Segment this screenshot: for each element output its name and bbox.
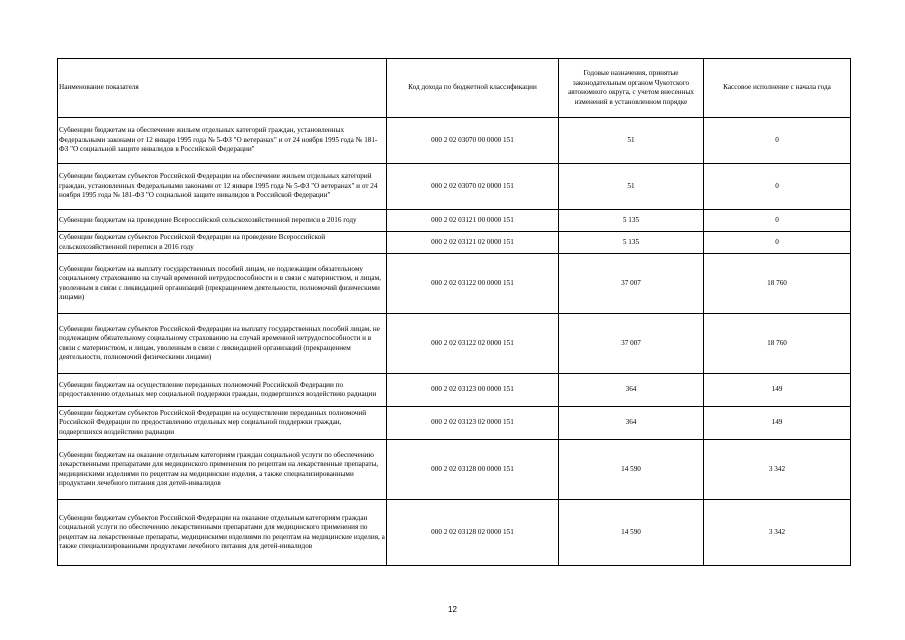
row-indicator-name: Субвенции бюджетам на проведение Всероссийской сельскохозяйственной переписи в 2016 году xyxy=(58,210,387,232)
row-annual-plan: 5 135 xyxy=(559,232,704,254)
row-indicator-name: Субвенции бюджетам субъектов Российской Федерации на обеспечение жильем отдельных категорий граждан, установленных Федеральными законами от 12 января 1995 года № 5-ФЗ "О ветеранах" и от 24 ноября 1995 года № 181-ФЗ "О социальной защите инвалидов в Российской Федерации" xyxy=(58,164,387,210)
table-row xyxy=(58,210,851,232)
table-row xyxy=(58,500,851,566)
row-indicator-name: Субвенции бюджетам на выплату государственных пособий лицам, не подлежащим обязательному социальному страхованию на случай временной нетрудоспособности и в связи с материнством, и лицам, уволенным в связи с ликвидацией организаций (прекращением деятельности, полномочий физическими лицами) xyxy=(58,254,387,314)
row-cash-execution: 3 342 xyxy=(704,440,851,500)
row-cash-execution: 18 760 xyxy=(704,254,851,314)
row-annual-plan: 14 590 xyxy=(559,440,704,500)
row-annual-plan: 37 007 xyxy=(559,254,704,314)
table-row xyxy=(58,232,851,254)
row-indicator-name: Субвенции бюджетам субъектов Российской Федерации на выплату государственных пособий лицам, не подлежащим обязательному социальному страхованию на случай временной нетрудоспособности и в связи с материнством, и лицам, уволенным в связи с ликвидацией организаций (прекращением деятельности, полномочий физическими лицами) xyxy=(58,314,387,374)
row-indicator-name: Субвенции бюджетам на оказание отдельным категориям граждан социальной услуги по обеспечению лекарственными препаратами для медицинского применения по рецептам на лекарственные препараты, медицинскими изделиями по рецептам на медицинские изделия, а также специализированными продуктами лечебного питания для детей-инвалидов xyxy=(58,440,387,500)
table-row xyxy=(58,164,851,210)
header-annual-plan: Годовые назначения, принятые законодательным органом Чукотского автономного округа, с учетом внесенных изменений в установленном порядке xyxy=(559,59,704,118)
row-income-code: 000 2 02 03121 00 0000 151 xyxy=(387,210,559,232)
page-number: 12 xyxy=(448,605,457,614)
row-income-code: 000 2 02 03121 02 0000 151 xyxy=(387,232,559,254)
row-cash-execution: 0 xyxy=(704,210,851,232)
row-cash-execution: 0 xyxy=(704,232,851,254)
row-annual-plan: 51 xyxy=(559,118,704,164)
budget-report-table xyxy=(57,58,851,566)
row-indicator-name: Субвенции бюджетам субъектов Российской Федерации на оказание отдельным категориям граждан социальной услуги по обеспечению лекарственными препаратами для медицинского применения по рецептам на лекарственные препараты, медицинскими изделиями по рецептам на медицинские изделия, а также специализированными продуктами лечебного питания для детей-инвалидов xyxy=(58,500,387,566)
table-row xyxy=(58,118,851,164)
header-indicator-name: Наименование показателя xyxy=(58,59,387,118)
table-row xyxy=(58,254,851,314)
row-annual-plan: 51 xyxy=(559,164,704,210)
row-cash-execution: 149 xyxy=(704,407,851,440)
row-income-code: 000 2 02 03123 00 0000 151 xyxy=(387,374,559,407)
row-income-code: 000 2 02 03070 02 0000 151 xyxy=(387,164,559,210)
row-annual-plan: 5 135 xyxy=(559,210,704,232)
table-header-row xyxy=(58,59,851,118)
row-income-code: 000 2 02 03122 02 0000 151 xyxy=(387,314,559,374)
row-cash-execution: 149 xyxy=(704,374,851,407)
row-cash-execution: 0 xyxy=(704,164,851,210)
row-income-code: 000 2 02 03128 02 0000 151 xyxy=(387,500,559,566)
row-cash-execution: 3 342 xyxy=(704,500,851,566)
header-income-code: Код дохода по бюджетной классификации xyxy=(387,59,559,118)
table-row xyxy=(58,407,851,440)
row-cash-execution: 18 760 xyxy=(704,314,851,374)
row-indicator-name: Субвенции бюджетам субъектов Российской Федерации на проведение Всероссийской сельскохозяйственной переписи в 2016 году xyxy=(58,232,387,254)
row-income-code: 000 2 02 03123 02 0000 151 xyxy=(387,407,559,440)
row-cash-execution: 0 xyxy=(704,118,851,164)
header-cash-execution: Кассовое исполнение с начала года xyxy=(704,59,851,118)
row-indicator-name: Субвенции бюджетам субъектов Российской Федерации на осуществление переданных полномочий Российской Федерации по предоставлению отдельных мер социальной поддержки граждан, подвергшихся воздействию радиации xyxy=(58,407,387,440)
row-income-code: 000 2 02 03070 00 0000 151 xyxy=(387,118,559,164)
table-row xyxy=(58,314,851,374)
row-annual-plan: 37 007 xyxy=(559,314,704,374)
row-annual-plan: 14 590 xyxy=(559,500,704,566)
row-annual-plan: 364 xyxy=(559,374,704,407)
table-row xyxy=(58,440,851,500)
table-row xyxy=(58,374,851,407)
row-annual-plan: 364 xyxy=(559,407,704,440)
row-indicator-name: Субвенции бюджетам на осуществление переданных полномочий Российской Федерации по предоставлению отдельных мер социальной поддержки граждан, подвергшихся воздействию радиации xyxy=(58,374,387,407)
row-indicator-name: Субвенции бюджетам на обеспечение жильем отдельных категорий граждан, установленных Федеральными законами от 12 января 1995 года № 5-ФЗ "О ветеранах" и от 24 ноября 1995 года № 181-ФЗ "О социальной защите инвалидов в Российской Федерации" xyxy=(58,118,387,164)
row-income-code: 000 2 02 03122 00 0000 151 xyxy=(387,254,559,314)
row-income-code: 000 2 02 03128 00 0000 151 xyxy=(387,440,559,500)
